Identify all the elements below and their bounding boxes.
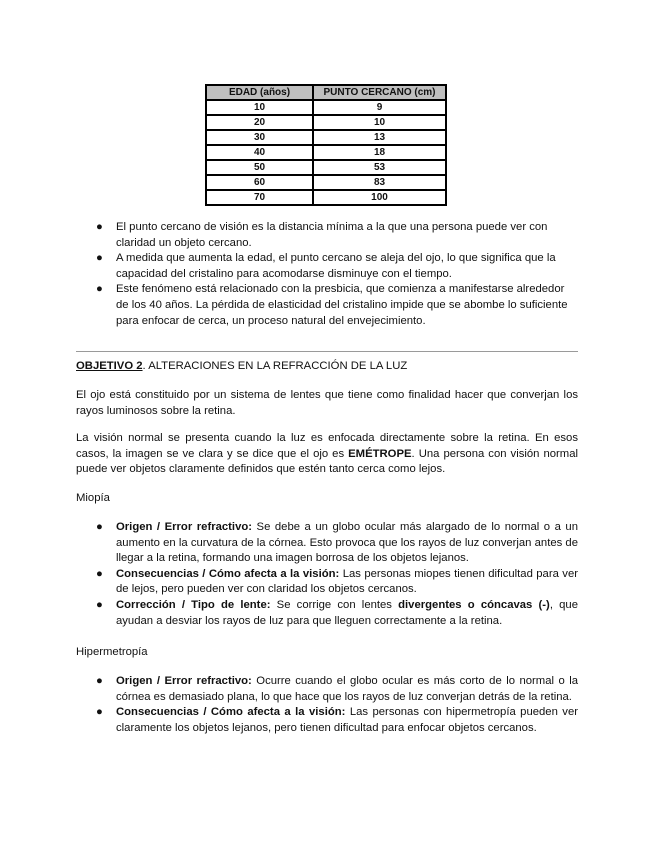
table-cell-age: 40 — [206, 145, 313, 160]
table-header-row — [206, 85, 446, 100]
bullet-icon: ● — [96, 221, 103, 233]
table-row — [206, 100, 446, 115]
table-cell-near-point: 9 — [313, 100, 446, 115]
bullet-icon: ● — [96, 675, 103, 687]
table-row — [206, 190, 446, 205]
list-item — [76, 674, 578, 705]
table-cell-near-point: 18 — [313, 145, 446, 160]
bullet-icon: ● — [96, 521, 103, 533]
table-cell-age: 60 — [206, 175, 313, 190]
item-text: Las personas con hipermetropía pueden ver claramente los objetos lejanos, pero tienen dificultad para enfocar objetos cercanos. — [116, 706, 579, 734]
list-item — [76, 251, 578, 282]
table-cell-near-point: 100 — [313, 190, 446, 205]
table-row — [206, 130, 446, 145]
bullet-icon: ● — [96, 283, 103, 296]
table-cell-age: 10 — [206, 100, 313, 115]
paragraph-text: . Una persona con visión normal puede ver objetos claramente definidos que estén tanto cerca como lejos. — [76, 447, 578, 476]
table-cell-age: 50 — [206, 160, 313, 175]
list-item — [76, 567, 578, 598]
lens-type: divergentes o cóncavas (-) — [398, 598, 550, 611]
list-item — [76, 220, 578, 251]
miopia-list — [76, 520, 578, 629]
hipermetropia-list — [76, 674, 578, 736]
table-row — [206, 160, 446, 175]
objective-label: OBJETIVO 2 — [76, 360, 143, 372]
table-cell-age: 30 — [206, 130, 313, 145]
bullet-text: Este fenómeno está relacionado con la presbicia, que comienza a manifestarse alrededor de los 40 años. La pérdida de elasticidad del cristalino impide que se abombe lo suficiente para enfocar de cerca, un proceso natural del envejecimiento. — [116, 283, 568, 327]
bullet-text: A medida que aumenta la edad, el punto cercano se aleja del ojo, lo que significa que la capacidad del cristalino para acomodarse disminuye con el tiempo. — [116, 252, 556, 280]
list-item — [76, 282, 578, 329]
near-point-table — [205, 84, 447, 206]
section-divider — [76, 351, 578, 352]
list-item — [76, 520, 578, 567]
table-cell-near-point: 83 — [313, 175, 446, 190]
item-label: Consecuencias / Cómo afecta a la visión: — [116, 706, 346, 719]
table-cell-age: 20 — [206, 115, 313, 130]
table-cell-near-point: 13 — [313, 130, 446, 145]
item-label: Origen / Error refractivo: — [116, 675, 252, 687]
objective-title: . ALTERACIONES EN LA REFRACCIÓN DE LA LUZ — [142, 360, 408, 372]
paragraph-normal-vision — [76, 431, 578, 478]
table-row — [206, 115, 446, 130]
item-label: Corrección / Tipo de lente: — [116, 598, 271, 611]
table-row — [206, 145, 446, 160]
bullet-icon: ● — [96, 706, 103, 719]
near-point-bullets — [76, 220, 578, 329]
item-text: Se debe a un globo ocular más alargado de lo normal o a un aumento en la curvatura de la córnea. Esto provoca que los rayos de luz converjan antes de llegar a la retina, formando una imagen borrosa de los objetos lejanos. — [116, 521, 578, 565]
item-text: Se corrige con lentes — [270, 598, 399, 611]
section-heading — [76, 359, 578, 375]
bullet-text: El punto cercano de visión es la distancia mínima a la que una persona puede ver con claridad un objeto cercano. — [116, 221, 548, 249]
list-item — [76, 705, 578, 736]
emetrope-term: EMÉTROPE — [348, 447, 412, 460]
item-label: Origen / Error refractivo: — [116, 521, 253, 533]
hipermetropia-heading: Hipermetropía — [76, 646, 148, 658]
item-text: Ocurre cuando el globo ocular es más corto de lo normal o la córnea es demasiado plana, lo que hace que los rayos de luz converjan detrás de la retina. — [116, 675, 578, 703]
list-item — [76, 598, 578, 629]
item-text: , que ayudan a desviar los rayos de luz para que lleguen correctamente a la retina. — [116, 598, 578, 627]
bullet-icon: ● — [96, 598, 103, 611]
table-row — [206, 175, 446, 190]
item-label: Consecuencias / Cómo afecta a la visión: — [116, 567, 340, 580]
item-text: Las personas miopes tienen dificultad para ver de lejos, pero pueden ver con claridad los objetos cercanos. — [116, 567, 578, 596]
miopia-heading: Miopía — [76, 492, 110, 504]
table-header-near-point: PUNTO CERCANO (cm) — [313, 85, 446, 100]
bullet-icon: ● — [96, 252, 103, 265]
table-cell-near-point: 10 — [313, 115, 446, 130]
table-cell-near-point: 53 — [313, 160, 446, 175]
bullet-icon: ● — [96, 567, 103, 580]
table-cell-age: 70 — [206, 190, 313, 205]
table-header-age: EDAD (años) — [206, 85, 313, 100]
paragraph-lens-system: El ojo está constituido por un sistema de lentes que tiene como finalidad hacer que converjan los rayos luminosos sobre la retina. — [76, 389, 578, 417]
paragraph-text: La visión normal se presenta cuando la luz es enfocada directamente sobre la retina. En esos casos, la imagen se ve clara y se dice que el ojo es — [76, 432, 578, 460]
